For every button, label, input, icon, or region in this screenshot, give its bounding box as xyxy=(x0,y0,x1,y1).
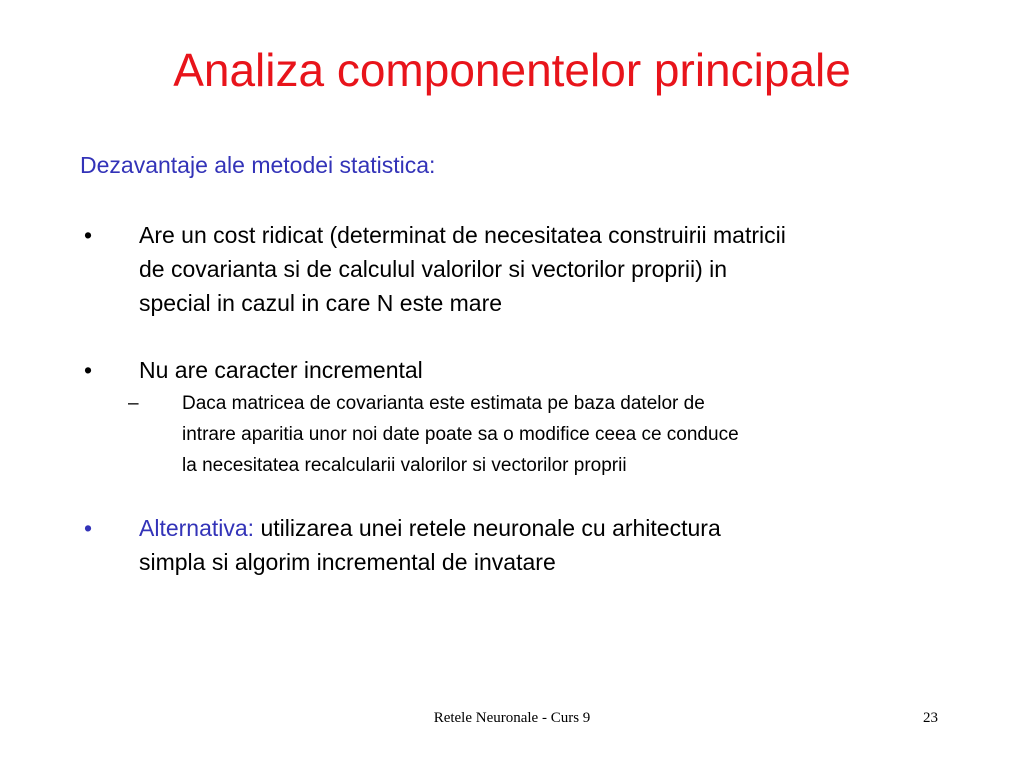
slide-subtitle: Dezavantaje ale metodei statistica: xyxy=(80,152,436,178)
bullet-marker: • xyxy=(84,222,93,248)
bullet-marker: • xyxy=(84,357,93,383)
sub-bullet-line: la necesitatea recalcularii valorilor si vectorilor proprii xyxy=(182,455,627,476)
bullet-line: simpla si algorim incremental de invatare xyxy=(139,549,556,575)
sub-bullet-line: intrare aparitia unor noi date poate sa o modifice ceea ce conduce xyxy=(182,424,739,445)
bullet-marker: • xyxy=(84,515,93,541)
bullet-line: special in cazul in care N este mare xyxy=(139,290,503,316)
bullet-line: Nu are caracter incremental xyxy=(139,357,423,383)
alternative-text: utilizarea unei retele neuronale cu arhitectura xyxy=(260,515,721,541)
sub-bullet-text xyxy=(182,388,972,481)
slide-title: Analiza componentelor principale xyxy=(173,44,851,96)
footer-course: Retele Neuronale - Curs 9 xyxy=(433,710,591,726)
footer-page-number: 23 xyxy=(923,710,938,726)
bullet-line: de covarianta si de calculul valorilor si vectorilor proprii) in xyxy=(139,256,728,282)
bullet-text xyxy=(139,353,969,387)
sub-bullet-marker: – xyxy=(128,393,139,414)
bullet-line xyxy=(139,511,969,545)
sub-bullet-line: Daca matricea de covarianta este estimata pe baza datelor de xyxy=(182,393,705,414)
bullet-text xyxy=(139,218,969,320)
alternative-label: Alternativa: xyxy=(139,515,255,541)
bullet-text xyxy=(139,511,969,579)
bullet-line: Are un cost ridicat (determinat de necesitatea construirii matricii xyxy=(139,222,786,248)
